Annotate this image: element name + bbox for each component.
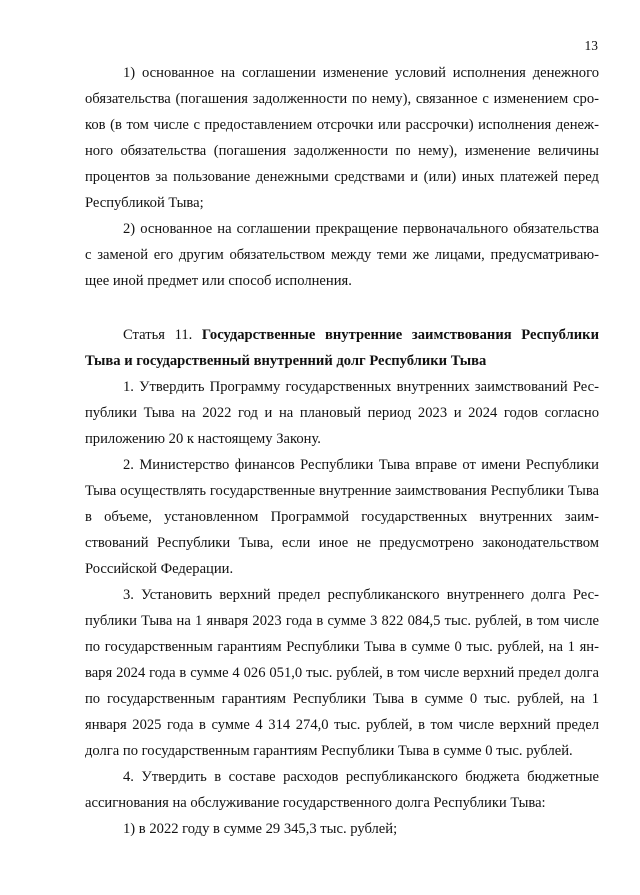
paragraph-obligation-termination: 2) основанное на соглашении прекращение первоначального обязательства с заменой его другим обязательством между теми же лицами, предусматривающее иной предмет или способ исполнения. [85, 221, 599, 289]
article-title: Государственные внутренние заимствования Республики Тыва и государственный внутренний долг Республики Тыва [85, 327, 599, 369]
paragraph-debt-terms-change: 1) основанное на соглашении изменение условий исполнения денежного обязательства (погашения задолженности по нему), связанное с изменением сроков (в том числе с предоставлением отсрочки или рассрочки) исполнения денежного обязательства (погашения задолженности по нему), изменение величины процентов за пользование денежными средствами и (или) иных платежей перед Республикой Тыва; [85, 65, 599, 211]
paragraph-ministry-authority: 2. Министерство финансов Республики Тыва вправе от имени Республики Тыва осуществлять государственные внутренние заимствования Республики Тыва в объеме, установленном Программой государственных внутренних заимствований Республики Тыва, если иное не предусмотрено законодательством Российской Федерации. [85, 457, 599, 577]
paragraph-debt-service-allocations: 4. Утвердить в составе расходов республиканского бюджета бюджетные ассигнования на обслуживание государственного долга Республики Тыва: [85, 769, 599, 811]
paragraph-borrowing-program: 1. Утвердить Программу государственных внутренних заимствований Республики Тыва на 2022 год и на плановый период 2023 и 2024 годов согласно приложению 20 к настоящему Закону. [85, 379, 599, 447]
paragraph-debt-ceiling: 3. Установить верхний предел республиканского внутреннего долга Республики Тыва на 1 января 2023 года в сумме 3 822 084,5 тыс. рублей, в том числе по государственным гарантиям Республики Тыва в сумме 0 тыс. рублей, на 1 января 2024 года в сумме 4 026 051,0 тыс. рублей, в том числе верхний предел долга по государственным гарантиям Республики Тыва в сумме 0 тыс. рублей, на 1 января 2025 года в сумме 4 314 274,0 тыс. рублей, в том числе верхний предел долга по государственным гарантиям Республики Тыва в сумме 0 тыс. рублей. [85, 587, 599, 759]
article-number: Статья 11. [123, 327, 193, 343]
document-body [85, 60, 599, 842]
page-number: 13 [584, 38, 598, 53]
article-heading [85, 322, 599, 374]
paragraph-2022-amount: 1) в 2022 году в сумме 29 345,3 тыс. рублей; [123, 821, 398, 837]
